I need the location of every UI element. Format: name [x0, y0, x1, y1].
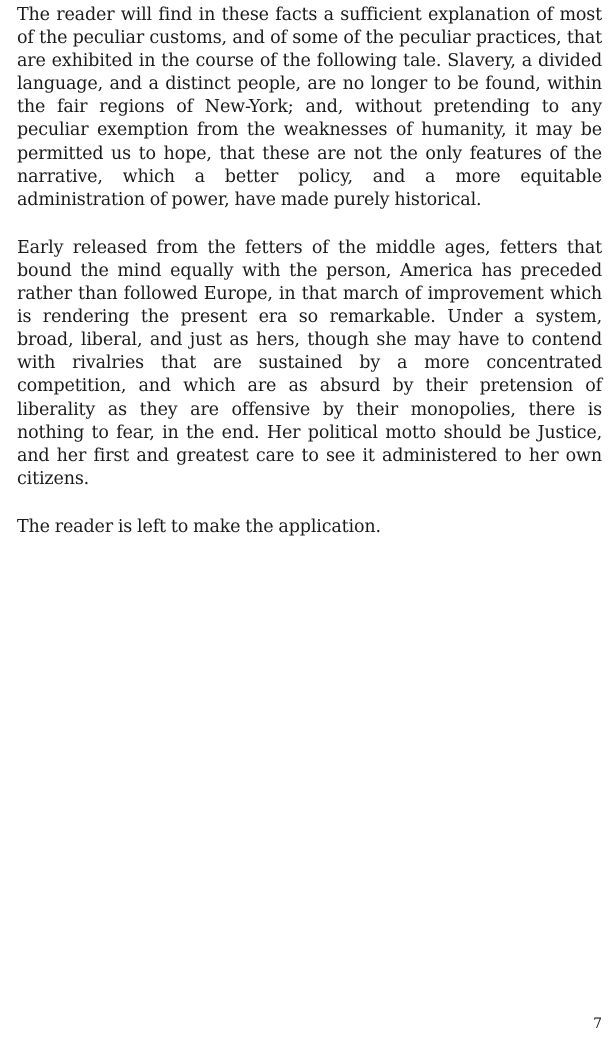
paragraph-3: The reader is left to make the application.: [17, 516, 381, 537]
paragraph-2: Early released from the fetters of the middle ages, fetters that bound the mind equally with the person, America has preceded rather than followed Europe, in that march of improvement which is rendering the present era so remarkable. Under a system, broad, liberal, and just as hers, though she may have to contend with rivalries that are sustained by a more concentrated competition, and which are as absurd by their pretension of liberality as they are offensive by their monopolies, there is nothing to fear, in the end. Her political motto should be Justice, and her first and greatest care to see it administered to her own citizens.: [17, 237, 602, 489]
page-number: 7: [593, 1016, 602, 1032]
page-body: [17, 4, 602, 564]
paragraph-1: The reader will find in these facts a sufficient explanation of most of the peculiar customs, and of some of the peculiar practices, that are exhibited in the course of the following tale. Slavery, a divided language, and a distinct people, are no longer to be found, within the fair regions of New-York; and, without pretending to any peculiar exemption from the weaknesses of humanity, it may be permitted us to hope, that these are not the only features of the narrative, which a better policy, and a more equitable administration of power, have made purely historical.: [17, 5, 602, 210]
